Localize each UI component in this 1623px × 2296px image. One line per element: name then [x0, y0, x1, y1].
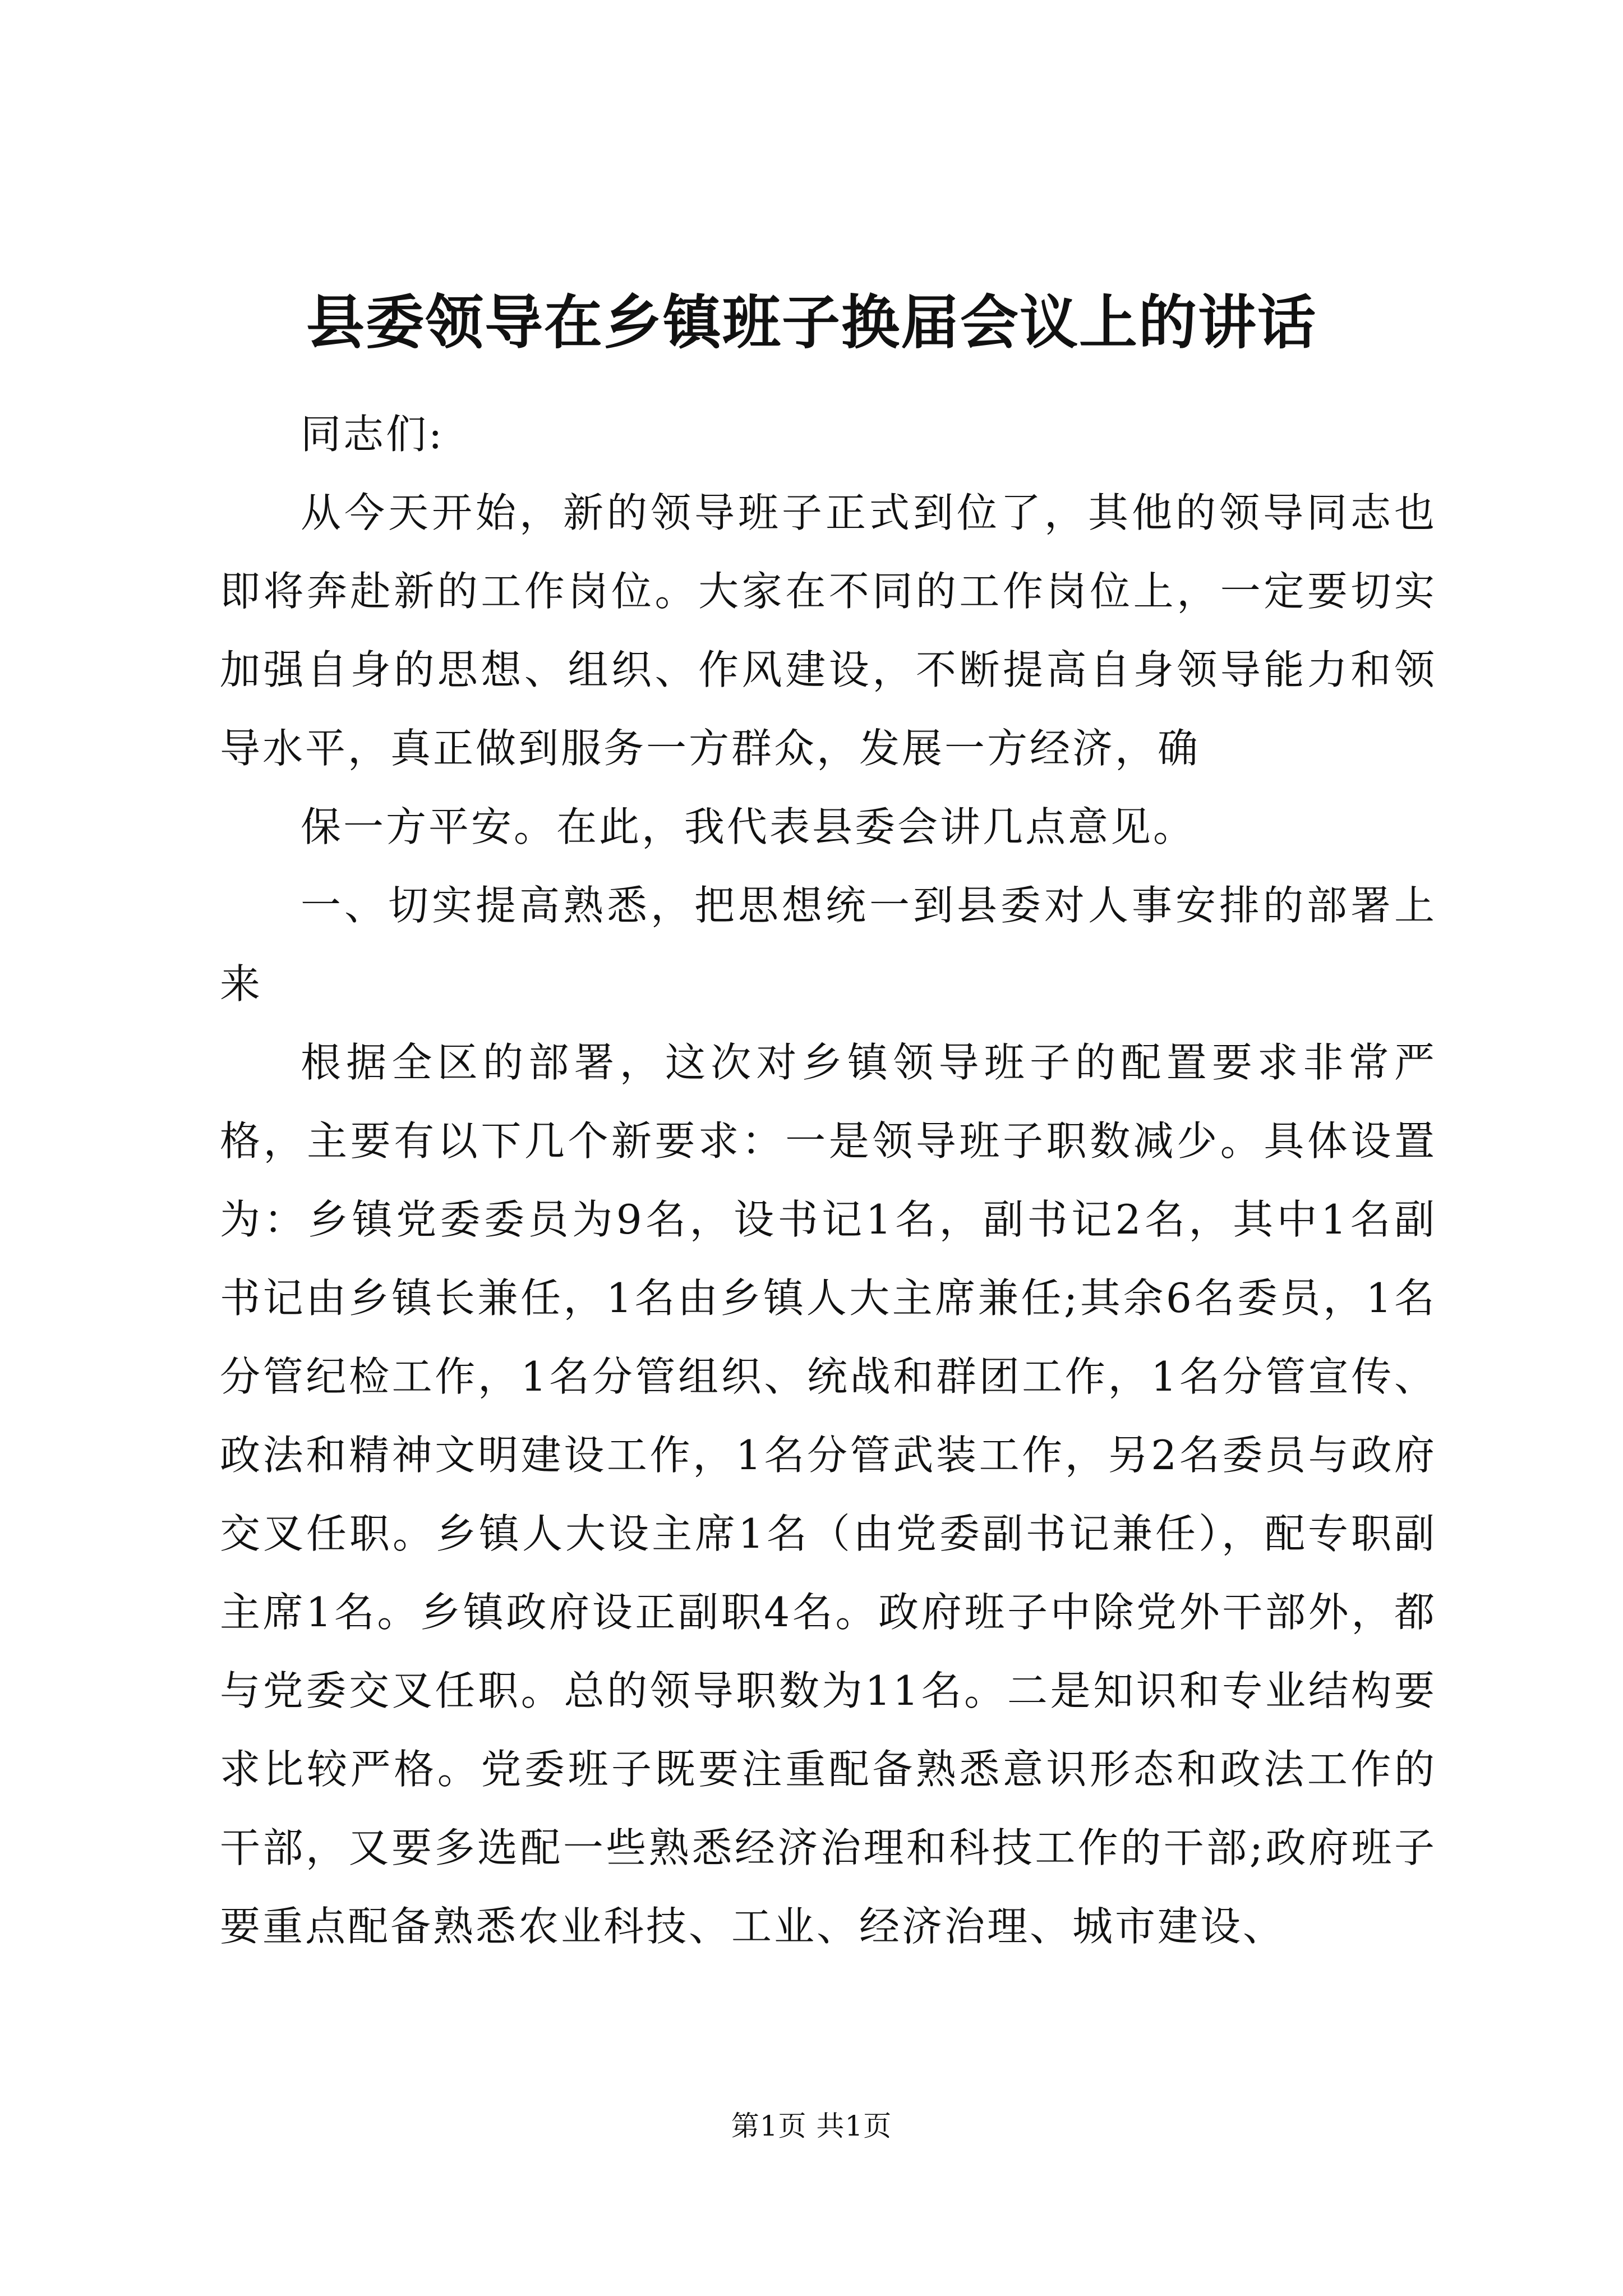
document-body: [220, 395, 1437, 1966]
page-footer: [0, 2106, 1623, 2146]
salutation-paragraph: 同志们:: [301, 411, 445, 458]
document-title: 县委领导在乡镇班子换届会议上的讲话: [306, 288, 1317, 357]
section-heading: 一、切实提高熟悉，把思想统一到县委对人事安排的部署上来: [220, 882, 1437, 1007]
body-paragraph: 根据全区的部署，这次对乡镇领导班子的配置要求非常严格，主要有以下几个新要求：一是领导班子职数减少。具体设置为：乡镇党委委员为9名，设书记1名，副书记2名，其中1名副书记由乡镇长兼任，1名由乡镇人大主席兼任;其余6名委员，1名分管纪检工作，1名分管组织、统战和群团工作，1名分管宣传、政法和精神文明建设工作，1名分管武装工作，另2名委员与政府交叉任职。乡镇人大设主席1名（由党委副书记兼任），配专职副主席1名。乡镇政府设正副职4名。政府班子中除党外干部外，都与党委交叉任职。总的领导职数为11名。二是知识和专业结构要求比较严格。党委班子既要注重配备熟悉意识形态和政法工作的干部，又要多选配一些熟悉经济治理和科技工作的干部;政府班子要重点配备熟悉农业科技、工业、经济治理、城市建设、: [220, 1039, 1437, 1950]
body-paragraph: 保一方平安。在此，我代表县委会讲几点意见。: [301, 803, 1196, 850]
body-paragraph: 从今天开始，新的领导班子正式到位了，其他的领导同志也即将奔赴新的工作岗位。大家在不同的工作岗位上，一定要切实加强自身的思想、组织、作风建设，不断提高自身领导能力和领导水平，真正做到服务一方群众，发展一方经济，确: [220, 489, 1437, 772]
page-number-label: 第1页 共1页: [731, 2110, 892, 2142]
